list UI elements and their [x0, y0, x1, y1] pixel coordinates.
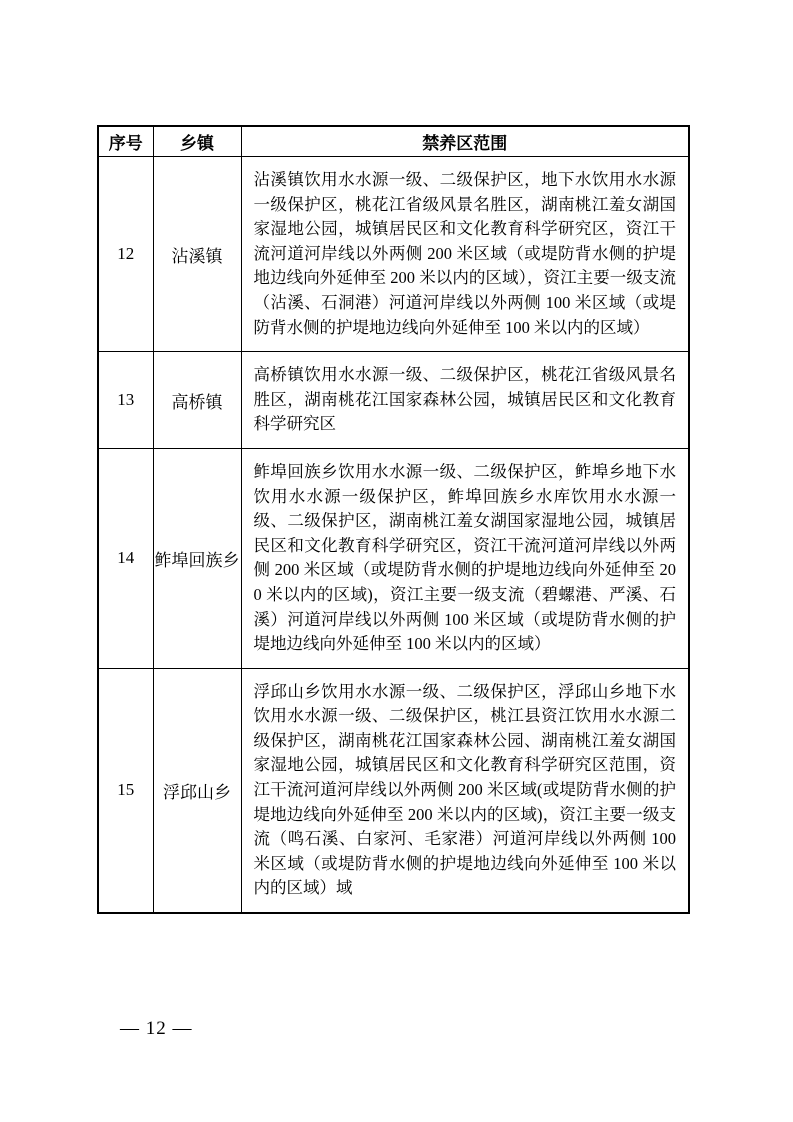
serial-number: 15 — [98, 668, 153, 913]
prohibited-zone-scope: 浮邱山乡饮用水水源一级、二级保护区，浮邱山乡地下水饮用水水源一级、二级保护区，桃江县资江饮用水水源二级保护区，湖南桃花江国家森林公园、湖南桃江羞女湖国家湿地公园，城镇居民区和文化教育科学研究区范围，资江干流河道河岸线以外两侧 200 米区域(或堤防背水侧的护堤地边线向外延伸至 200 米以内的区域)，资江主要一级支流（鸣石溪、白家河、毛家港）河道河岸线以外两侧 100 米区域（或堤防背水侧的护堤地边线向外延伸至 100 米以内的区域）域 — [241, 668, 689, 913]
township-name: 沾溪镇 — [153, 157, 241, 352]
serial-number: 14 — [98, 448, 153, 668]
prohibited-zone-scope: 高桥镇饮用水水源一级、二级保护区，桃花江省级风景名胜区，湖南桃花江国家森林公园，城镇居民区和文化教育科学研究区 — [241, 352, 689, 449]
table-header-row — [98, 126, 689, 157]
serial-number: 13 — [98, 352, 153, 449]
prohibited-zone-scope: 鲊埠回族乡饮用水水源一级、二级保护区，鲊埠乡地下水饮用水水源一级保护区，鲊埠回族乡水库饮用水水源一级、二级保护区，湖南桃江羞女湖国家湿地公园，城镇居民区和文化教育科学研究区，资江干流河道河岸线以外两侧 200 米区域（或堤防背水侧的护堤地边线向外延伸至 200 米以内的区域)，资江主要一级支流（碧螺港、严溪、石溪）河道河岸线以外两侧 100 米区域（或堤防背水侧的护堤地边线向外延伸至 100 米以内的区域） — [241, 448, 689, 668]
header-township: 乡镇 — [153, 126, 241, 157]
header-prohibited-zone-scope: 禁养区范围 — [241, 126, 689, 157]
township-name: 高桥镇 — [153, 352, 241, 449]
header-serial-number: 序号 — [98, 126, 153, 157]
table-row — [98, 157, 689, 352]
township-name: 浮邱山乡 — [153, 668, 241, 913]
page-number: — 12 — — [120, 1018, 193, 1039]
township-name: 鲊埠回族乡 — [153, 448, 241, 668]
table-row — [98, 668, 689, 913]
table-row — [98, 448, 689, 668]
table-row — [98, 352, 689, 449]
prohibition-zone-table — [97, 125, 690, 914]
prohibited-zone-scope: 沾溪镇饮用水水源一级、二级保护区，地下水饮用水水源一级保护区，桃花江省级风景名胜区，湖南桃江羞女湖国家湿地公园，城镇居民区和文化教育科学研究区，资江干流河道河岸线以外两侧 200 米区域（或堤防背水侧的护堤地边线向外延伸至 200 米以内的区域），资江主要一级支流（沾溪、石洞港）河道河岸线以外两侧 100 米区域（或堤防背水侧的护堤地边线向外延伸至 100 米以内的区域） — [241, 157, 689, 352]
serial-number: 12 — [98, 157, 153, 352]
